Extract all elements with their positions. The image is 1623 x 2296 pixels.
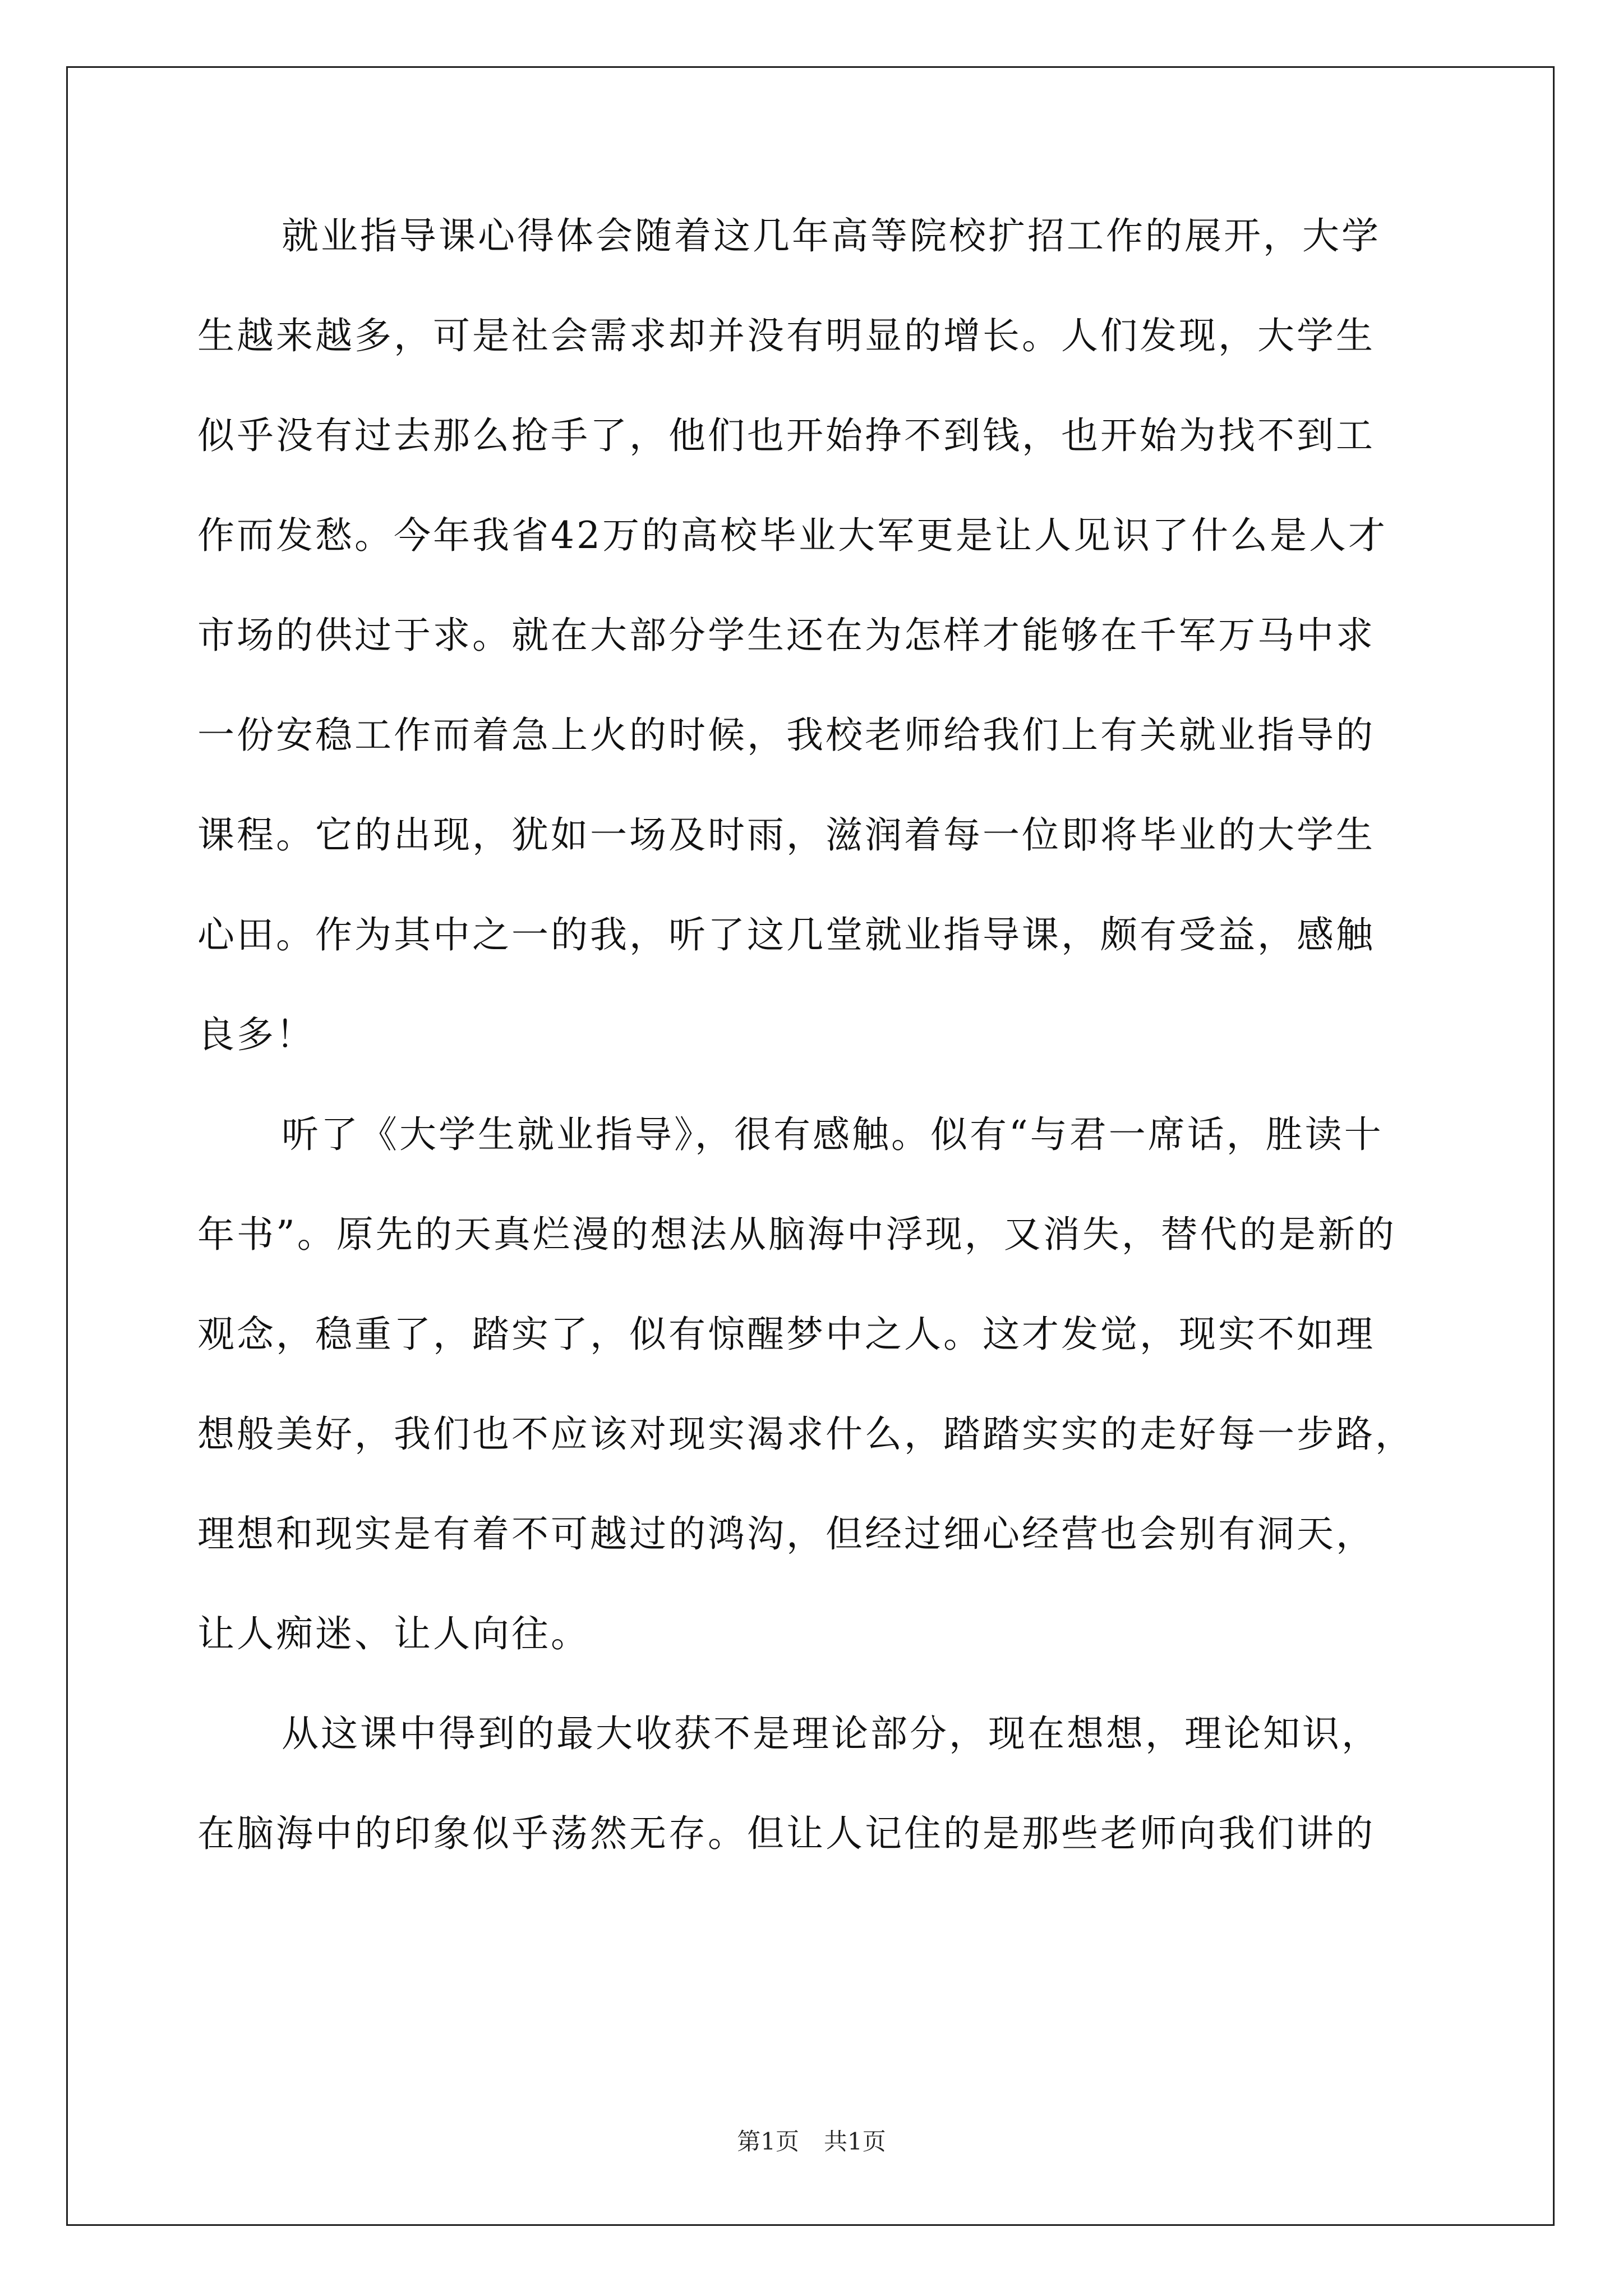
paragraph-1-line-1: 就业指导课心得体会随着这几年高等院校扩招工作的展开，大学 [282,214,1381,257]
paragraph-1-line-2: 生越来越多，可是社会需求却并没有明显的增长。人们发现，大学生 [197,314,1375,357]
paragraph-2-line-5: 理想和现实是有着不可越过的鸿沟，但经过细心经营也会别有洞天， [197,1512,1375,1556]
paragraph-2-line-6: 让人痴迷、让人向往。 [197,1612,590,1655]
page-number: 第1页 [737,2128,799,2155]
paragraph-1-line-8: 心田。作为其中之一的我，听了这几堂就业指导课，颇有受益，感触 [197,913,1375,956]
body-text [197,214,1442,1915]
paragraph-1-line-6: 一份安稳工作而着急上火的时候，我校老师给我们上有关就业指导的 [197,714,1375,757]
paragraph-2-line-4: 想般美好，我们也不应该对现实渴求什么，踏踏实实的走好每一步路， [197,1412,1414,1456]
paragraph-3-line-1: 从这课中得到的最大收获不是理论部分，现在想想，理论知识， [282,1712,1381,1755]
paragraph-2-line-3: 观念，稳重了，踏实了，似有惊醒梦中之人。这才发觉，现实不如理 [197,1313,1375,1356]
paragraph-2-line-2: 年书”。原先的天真烂漫的想法从脑海中浮现，又消失，替代的是新的 [197,1213,1396,1256]
paragraph-1-line-4: 作而发愁。今年我省42万的高校毕业大军更是让人见识了什么是人才 [197,514,1387,557]
paragraph-1-line-3: 似乎没有过去那么抢手了，他们也开始挣不到钱，也开始为找不到工 [197,414,1375,457]
paragraph-3-line-2: 在脑海中的印象似乎荡然无存。但让人记住的是那些老师向我们讲的 [197,1812,1375,1855]
paragraph-2-line-1: 听了《大学生就业指导》，很有感触。似有“与君一席话，胜读十 [282,1113,1384,1156]
paragraph-1-line-7: 课程。它的出现，犹如一场及时雨，滋润着每一位即将毕业的大学生 [197,813,1375,857]
paragraph-1-line-9: 良多！ [197,1013,315,1056]
page-total: 共1页 [824,2128,886,2155]
paragraph-1-line-5: 市场的供过于求。就在大部分学生还在为怎样才能够在千军万马中求 [197,614,1375,657]
page-footer [0,2130,1623,2154]
